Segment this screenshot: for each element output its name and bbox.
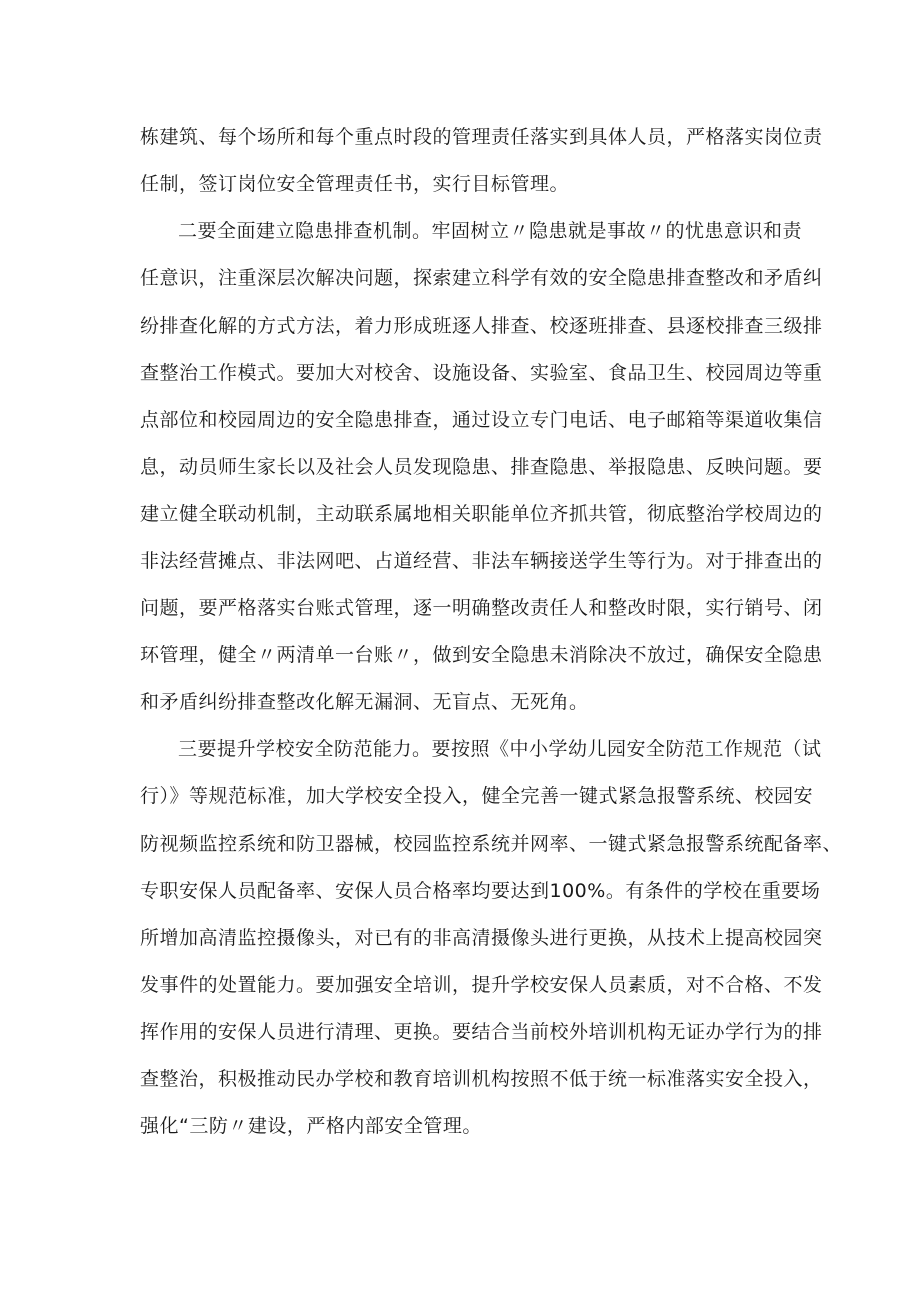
text-line: 所增加高清监控摄像头，对已有的非高清摄像头进行更换，从技术上提高校园突	[140, 927, 823, 949]
text-line: 纷排查化解的方式方法，着力形成班逐人排查、校逐班排查、县逐校排查三级排	[140, 315, 823, 337]
text-line: 建立健全联动机制，主动联系属地相关职能单位齐抓共管，彻底整治学校周边的	[140, 503, 823, 525]
text-line: 息，动员师生家长以及社会人员发现隐患、排查隐患、举报隐患、反映问题。要	[140, 456, 823, 478]
text-line: 任制，签订岗位安全管理责任书，实行目标管理。	[140, 173, 570, 195]
text-line: 点部位和校园周边的安全隐患排查，通过设立专门电话、电子邮箱等渠道收集信	[140, 409, 823, 431]
text-line: 问题，要严格落实台账式管理，逐一明确整改责任人和整改时限，实行销号、闭	[140, 597, 823, 619]
text-line: 非法经营摊点、非法网吧、占道经营、非法车辆接送学生等行为。对于排查出的	[140, 550, 823, 572]
text-line: 查整治，积极推动民办学校和教育培训机构按照不低于统一标准落实安全投入，	[140, 1068, 823, 1090]
text-line: 行）》等规范标准，加大学校安全投入，健全完善一键式紧急报警系统、校园安	[140, 785, 814, 807]
text-line: 强化“三防〃建设，严格内部安全管理。	[140, 1115, 482, 1137]
text-line: 查整治工作模式。要加大对校舍、设施设备、实验室、食品卫生、校园周边等重	[140, 362, 823, 384]
text-line: 挥作用的安保人员进行清理、更换。要结合当前校外培训机构无证办学行为的排	[140, 1021, 823, 1043]
text-line: 环管理，健全〃两清单一台账〃，做到安全隐患未消除决不放过，确保安全隐患	[140, 644, 823, 666]
text-line: 栋建筑、每个场所和每个重点时段的管理责任落实到具体人员，严格落实岗位责	[140, 126, 823, 148]
text-line: 任意识，注重深层次解决问题，探索建立科学有效的安全隐患排查整改和矛盾纠	[140, 267, 823, 289]
text-line: 防视频监控系统和防卫器械，校园监控系统并网率、一键式紧急报警系统配备率、	[140, 833, 843, 855]
text-line: 发事件的处置能力。要加强安全培训，提升学校安保人员素质，对不合格、不发	[140, 974, 823, 996]
paragraph-2-first-line: 二要全面建立隐患排查机制。牢固树立〃隐患就是事故〃的忧患意识和责	[178, 220, 803, 242]
text-line: 和矛盾纠纷排查整改化解无漏洞、无盲点、无死角。	[140, 691, 589, 713]
paragraph-3-first-line: 三要提升学校安全防范能力。要按照《中小学幼儿园安全防范工作规范（试	[178, 738, 822, 760]
text-line: 专职安保人员配备率、安保人员合格率均要达到100%。有条件的学校在重要场	[140, 880, 821, 902]
